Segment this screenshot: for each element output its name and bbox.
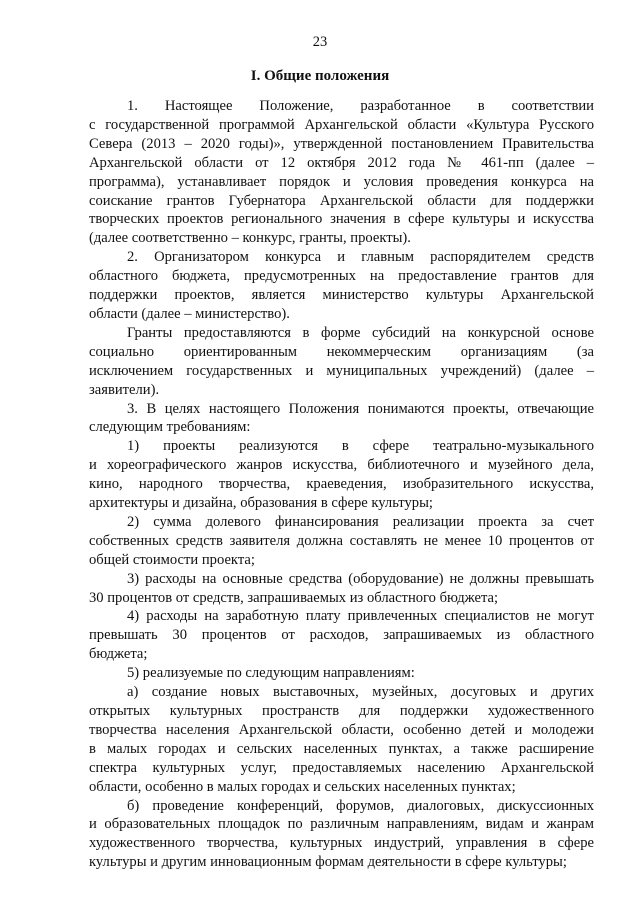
text-line: 30 процентов от средств, запрашиваемых из областного бюджета; xyxy=(89,589,499,606)
text-line: исключением государственных и муниципальных учреждений) (далее – xyxy=(89,362,594,379)
text-line: 1) проекты реализуются в сфере театрально-музыкального xyxy=(127,438,594,455)
section-title: I. Общие положения xyxy=(250,68,390,84)
text-line: областного бюджета, предусмотренных на предоставление грантов для xyxy=(89,268,594,285)
text-line: области (далее – министерство). xyxy=(89,305,290,322)
text-line: спектра культурных услуг, предоставляемых населению Архангельской xyxy=(89,759,594,776)
text-line: архитектуры и дизайна, образования в сфере культуры; xyxy=(89,495,433,512)
text-line: программа), устанавливает порядок и условия проведения конкурса на xyxy=(89,173,594,190)
text-line: в малых городах и сельских населенных пунктах, а также расширение xyxy=(89,740,594,757)
text-line: 2. Организатором конкурса и главным распорядителем средств xyxy=(127,249,594,266)
text-line: (далее соответственно – конкурс, гранты, проекты). xyxy=(89,230,411,247)
text-line: 2) сумма долевого финансирования реализации проекта за счет xyxy=(127,513,594,530)
text-line: собственных средств заявителя должна составлять не менее 10 процентов от xyxy=(89,532,594,549)
document-body xyxy=(89,97,594,872)
text-line: открытых культурных пространств для поддержки художественного xyxy=(89,703,594,719)
text-line: следующим требованиям: xyxy=(89,419,251,436)
text-line: 4) расходы на заработную плату привлеченных специалистов не могут xyxy=(127,608,594,625)
text-line: социально ориентированным некоммерческим организациям (за xyxy=(89,343,594,360)
text-line: художественного творчества, культурных индустрий, управления в сфере xyxy=(89,835,594,852)
text-line: и образовательных площадок по различным направлениям, видам и жанрам xyxy=(89,816,594,833)
text-line: 3. В целях настоящего Положения понимаются проекты, отвечающие xyxy=(127,400,594,417)
text-line: 1. Настоящее Положение, разработанное в соответствии xyxy=(127,98,594,114)
text-line: а) создание новых выставочных, музейных, досуговых и других xyxy=(127,684,594,701)
text-line: Гранты предоставляются в форме субсидий на конкурсной основе xyxy=(127,324,594,341)
text-line: творчества населения Архангельской области, особенно детей и молодежи xyxy=(89,721,594,738)
text-line: превышать 30 процентов от расходов, запрашиваемых из областного xyxy=(89,627,594,644)
text-line: области, особенно в малых городах и сельских населенных пунктах; xyxy=(89,778,516,795)
text-line: соискание грантов Губернатора Архангельской области для поддержки xyxy=(89,192,594,209)
text-line: Архангельской области от 12 октября 2012 года № 461-пп (далее – xyxy=(89,154,594,171)
text-line: и хореографического жанров искусства, библиотечного и музейного дела, xyxy=(89,457,594,474)
text-line: 3) расходы на основные средства (оборудование) не должны превышать xyxy=(127,570,594,587)
text-line: культуры и другим инновационным формам деятельности в сфере культуры; xyxy=(89,854,567,871)
text-line: с государственной программой Архангельской области «Культура Русского xyxy=(89,116,594,133)
page-number: 23 xyxy=(312,34,328,50)
text-line: бюджета; xyxy=(89,646,148,663)
text-line: поддержки проектов, является министерство культуры Архангельской xyxy=(89,287,594,304)
text-line: 5) реализуемые по следующим направлениям: xyxy=(127,665,415,682)
text-line: общей стоимости проекта; xyxy=(89,551,255,568)
text-line: Севера (2013 – 2020 годы)», утвержденной постановлением Правительства xyxy=(89,135,594,152)
text-line: б) проведение конференций, форумов, диалоговых, дискуссионных xyxy=(127,797,594,814)
text-line: творческих проектов регионального значения в сфере культуры и искусства xyxy=(89,211,594,228)
text-line: заявители). xyxy=(89,381,160,398)
text-line: кино, народного творчества, краеведения, изобразительного искусства, xyxy=(89,476,594,493)
